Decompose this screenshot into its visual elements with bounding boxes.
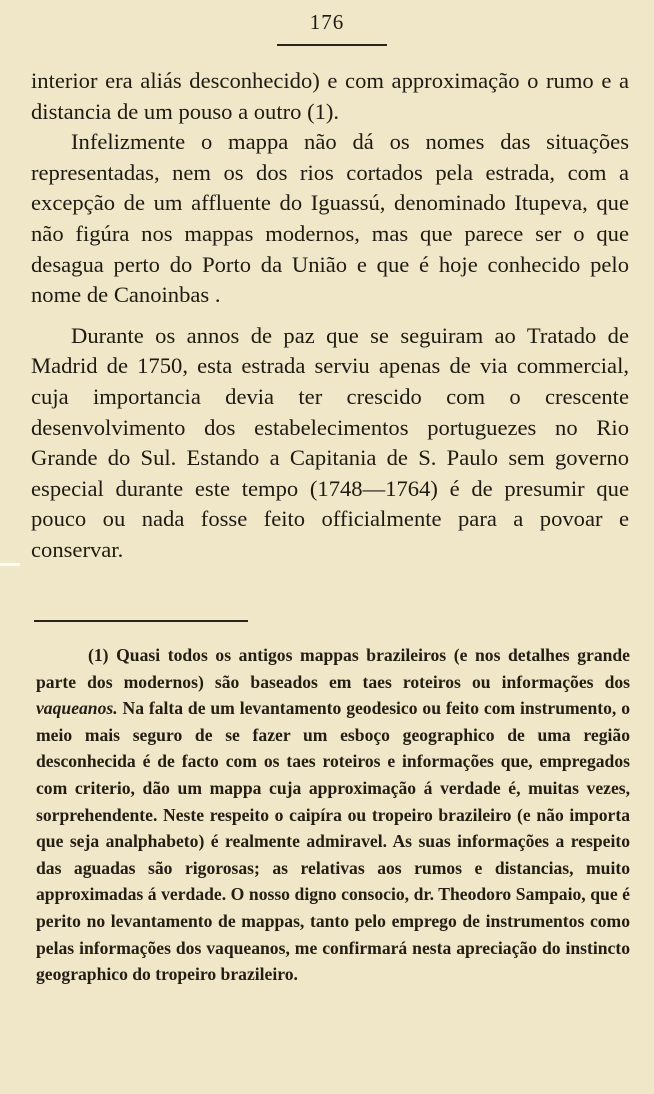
- margin-mark: [0, 563, 20, 566]
- footnote-text-part1: (1) Quasi todos os antigos mappas brazileiros (e nos detalhes grande parte dos modernos) são baseados em taes roteiros ou informações dos: [36, 645, 630, 692]
- footnote-emphasis: vaqueanos.: [36, 698, 118, 719]
- paragraph-continuation: interior era aliás desconhecido) e com approximação o rumo e a distancia de um pouso a outro (1).: [31, 68, 629, 124]
- footnote-text-part2: Na falta de um levantamento geodesico ou feito com instrumento, o meio mais seguro de se fazer um esboço geographico de uma região desconhecida é de facto com os taes roteiros e informações que, empregados com criterio, dão um mappa cuja approximação á verdade é, muitas vezes, sorprehendente. Neste respeito o caipíra ou tropeiro brazileiro (e não importa que seja analphabeto) é realmente admiravel. As suas informações a respeito das aguadas são rigorosas; as relativas aos rumos e distancias, muito approximadas á verdade. O nosso digno consocio, dr. Theodoro Sampaio, que é perito no levantamento de mappas, tanto pelo emprego de instrumentos como pelas informações dos vaqueanos, me confirmará nesta apreciação do instincto geographico do tropeiro brazileiro.: [36, 698, 630, 985]
- paragraph-tratado: Durante os annos de paz que se seguiram ao Tratado de Madrid de 1750, esta estrada serviu apenas de via commercial, cuja importancia devia ter crescido com o crescente desenvolvimento dos estabelecimentos portuguezes no Rio Grande do Sul. Estando a Capitania de S. Paulo sem governo especial durante este tempo (1748—1764) é de presumir que pouco ou nada fosse feito officialmente para a povoar e conservar.: [31, 322, 629, 562]
- footnote-rule: [34, 620, 248, 622]
- main-text: [31, 66, 629, 566]
- paragraph-mappa: Infelizmente o mappa não dá os nomes das situações representadas, nem os dos rios cortados pela estrada, com a excepção de um affluente do Iguassú, denominado Itupeva, que não figúra nos mappas modernos, mas que parece ser o que desagua perto do Porto da União e que é hoje conhecido pelo nome de Canoinbas .: [31, 129, 629, 308]
- page-number: 176: [309, 10, 345, 34]
- header-rule: [277, 44, 387, 46]
- footnote: [36, 642, 630, 988]
